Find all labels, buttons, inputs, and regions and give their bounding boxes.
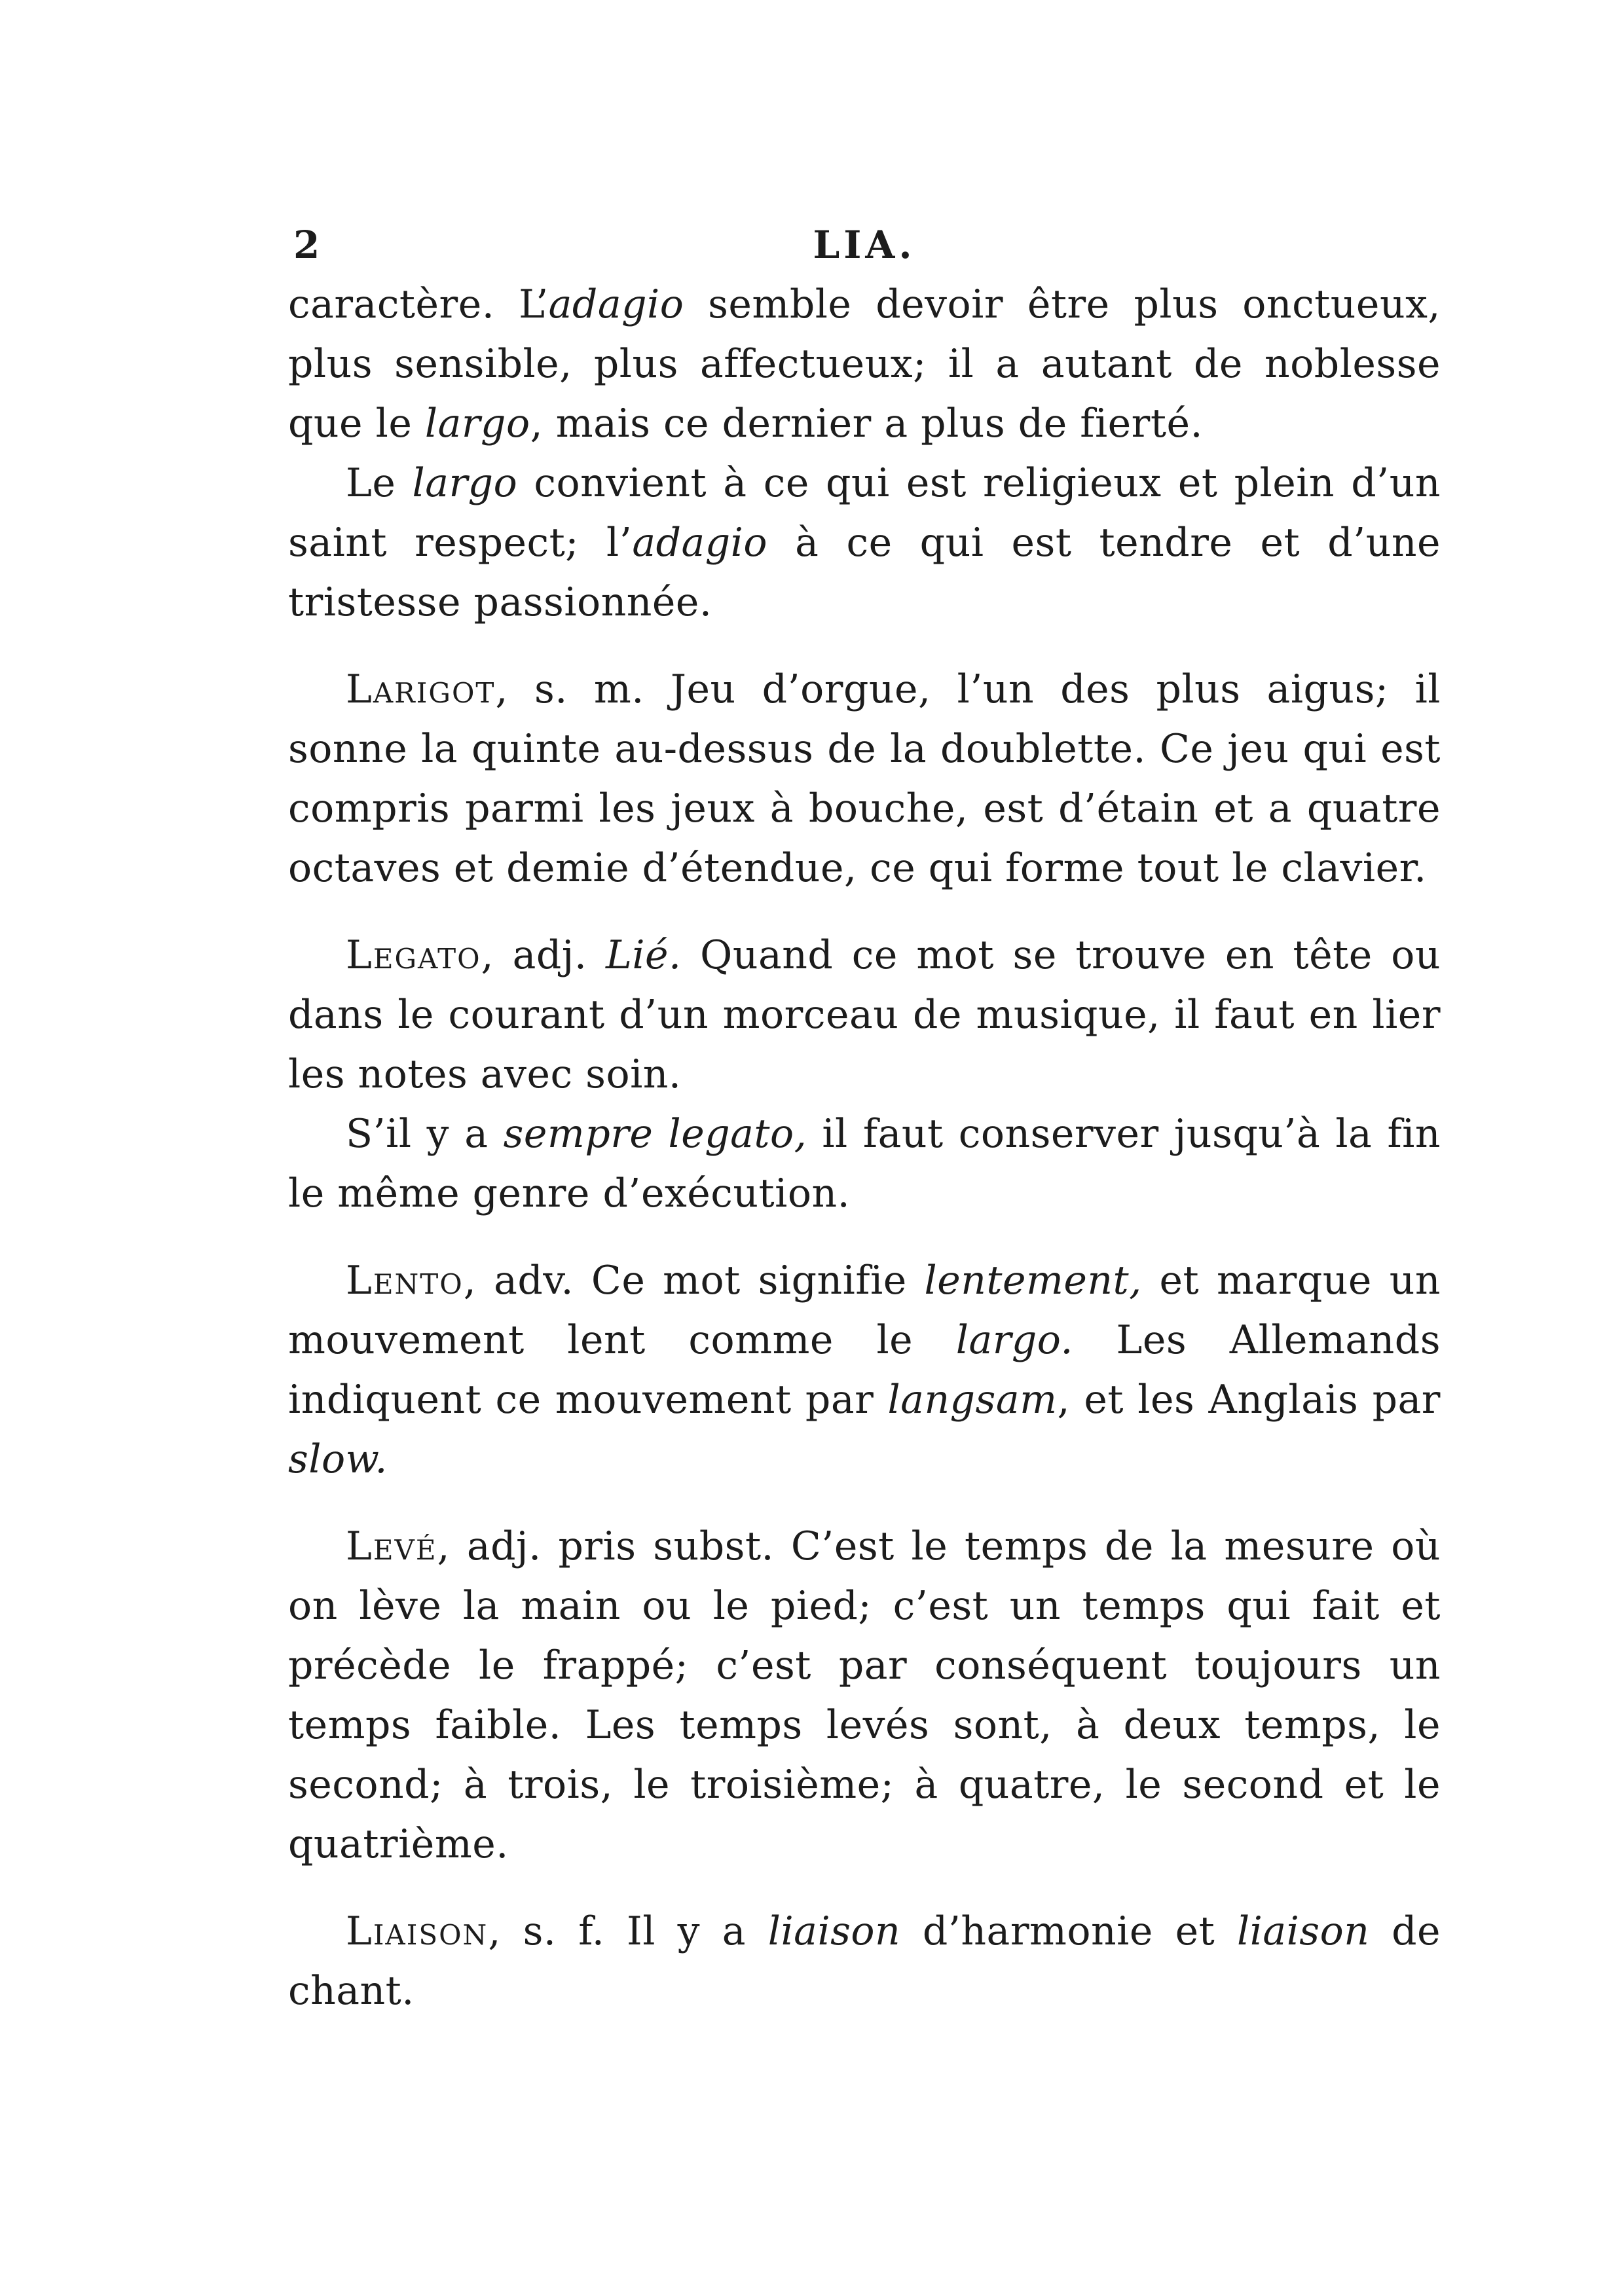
italic-term: Lié. bbox=[606, 932, 682, 978]
text-run: et marque un mouvement lent comme le bbox=[288, 1258, 1441, 1363]
italic-term: largo. bbox=[955, 1317, 1073, 1363]
dictionary-entry bbox=[288, 1251, 1441, 1489]
text-run: , adj. bbox=[481, 932, 606, 978]
italic-term: largo bbox=[424, 401, 530, 446]
italic-term: adagio bbox=[548, 282, 684, 327]
paragraph bbox=[288, 1104, 1441, 1224]
running-head bbox=[288, 223, 1441, 275]
dictionary-entry bbox=[288, 1902, 1441, 2021]
italic-term: langsam bbox=[887, 1377, 1058, 1423]
text-run: Les Allemands indiquent ce mouvement par bbox=[288, 1317, 1441, 1423]
text-run: convient à ce qui est religieux et plein d’un saint respect; l’ bbox=[288, 460, 1441, 566]
entry-headword: Liaison bbox=[346, 1908, 489, 1954]
text-run: Quand ce mot se trouve en tête ou dans le courant d’un morceau de musique, il faut en lier les notes avec soin. bbox=[288, 932, 1441, 1097]
italic-term: liaison bbox=[767, 1908, 901, 1954]
italic-term: lentement, bbox=[924, 1258, 1142, 1303]
entry-headword: Legato bbox=[346, 932, 481, 978]
dictionary-entry bbox=[288, 660, 1441, 898]
text-run: d’harmonie et bbox=[900, 1908, 1237, 1954]
entry-headword: Larigot bbox=[346, 666, 496, 712]
text-run: caractère. L’ bbox=[288, 282, 549, 327]
running-title: LIA. bbox=[813, 223, 916, 267]
text-run: , s. m. Jeu d’orgue, l’un des plus aigus; il sonne la quinte au-dessus de la doublette. Ce jeu qui est compris parmi les jeux à bouche, est d’étain et a quatre octaves et demie d’étendue, ce qui forme tout le clavier. bbox=[288, 666, 1441, 891]
page-number: 2 bbox=[293, 223, 324, 267]
text-run: S’il y a bbox=[346, 1111, 504, 1157]
italic-term: sempre legato, bbox=[503, 1111, 807, 1157]
italic-term: largo bbox=[412, 460, 518, 506]
dictionary-entry bbox=[288, 926, 1441, 1104]
text-run: , s. f. Il y a bbox=[488, 1908, 768, 1954]
text-run: Le bbox=[346, 460, 413, 506]
text-run: il faut conserver jusqu’à la fin le même genre d’exécution. bbox=[288, 1111, 1441, 1216]
dictionary-text bbox=[288, 275, 1441, 2021]
italic-term: adagio bbox=[632, 520, 767, 566]
entry-headword: Lento bbox=[346, 1258, 464, 1303]
book-page bbox=[288, 223, 1441, 2021]
text-run: de chant. bbox=[288, 1908, 1441, 2014]
paragraph bbox=[288, 454, 1441, 632]
dictionary-entry bbox=[288, 1517, 1441, 1874]
paragraph bbox=[288, 275, 1441, 454]
italic-term: slow. bbox=[288, 1436, 388, 1482]
text-run: , et les Anglais par bbox=[1057, 1377, 1441, 1423]
text-run: , adv. Ce mot signifie bbox=[463, 1258, 925, 1303]
italic-term: liaison bbox=[1236, 1908, 1370, 1954]
text-run: semble devoir être plus onctueux, plus sensible, plus affectueux; il a autant de noblesse que le bbox=[288, 282, 1441, 446]
text-run: , adj. pris subst. C’est le temps de la mesure où on lève la main ou le pied; c’est un temps qui fait et précède le frappé; c’est par conséquent toujours un temps faible. Les temps levés sont, à deux temps, le second; à trois, le troisième; à quatre, le second et le quatrième. bbox=[288, 1523, 1441, 1867]
entry-headword: Levé bbox=[346, 1523, 437, 1569]
text-run: à ce qui est tendre et d’une tristesse passionnée. bbox=[288, 520, 1441, 625]
text-run: , mais ce dernier a plus de fierté. bbox=[530, 401, 1204, 446]
